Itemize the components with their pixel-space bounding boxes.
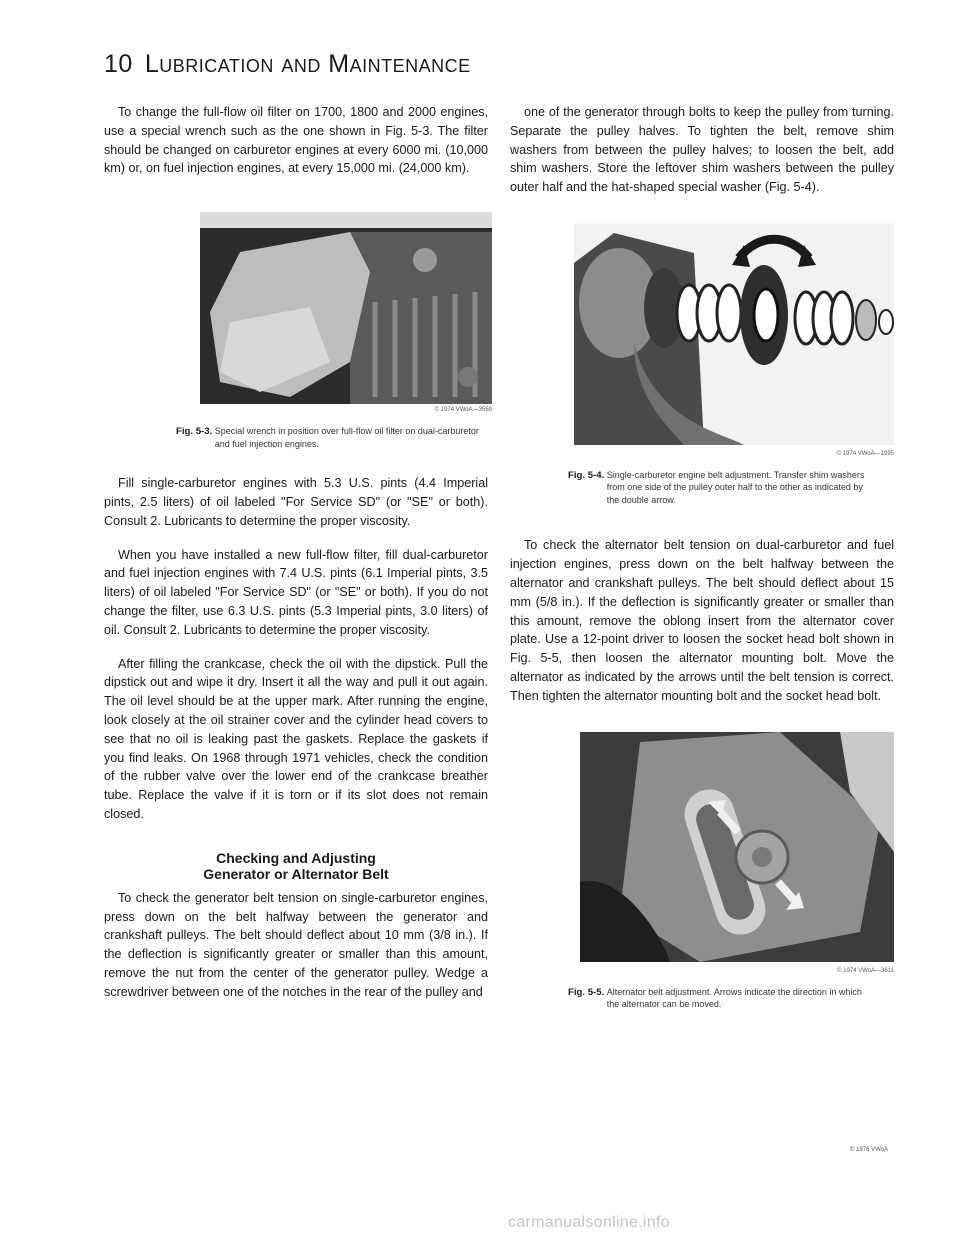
figure-5-4-caption xyxy=(568,469,894,507)
figure-5-3-caption xyxy=(176,425,492,450)
oil-filter-wrench-image xyxy=(200,212,492,404)
right-paragraph-1: one of the generator through bolts to keep the pulley from turning. Separate the pulley halves. To tighten the belt, remove shim washers from between the pulley halves; to loosen the belt, add shim washers. Store the leftover shim washers between the pulley outer half and the hat-shaped special washer (Fig. 5-4). xyxy=(510,105,894,195)
section-heading xyxy=(104,850,488,882)
figure-5-4-label: Fig. 5-4. xyxy=(568,469,605,481)
section-heading-line-1: Checking and Adjusting xyxy=(216,849,376,866)
left-paragraph-4: After filling the crankcase, check the oil with the dipstick. Pull the dipstick out and wipe it dry. Insert it all the way and pull it out again. The oil level should be at the upper mark. After running the engine, look closely at the oil strainer cover and the cylinder head covers to see that no oil is leaking past the gaskets. Replace the gaskets if you find leaks. On 1968 through 1971 vehicles, check the condition of the rubber valve over the lower end of the crankcase breather tube. Replace the valve if it is torn or if its slot does not remain closed. xyxy=(104,656,488,821)
figure-5-5-caption xyxy=(568,986,894,1011)
page-header xyxy=(104,50,471,79)
figure-5-3-label: Fig. 5-3. xyxy=(176,426,213,438)
figure-5-4-caption-text: Single-carburetor engine belt adjustment. Transfer shim washers from one side of the pulley outer half to the other as indicated by the double arrow. xyxy=(606,469,865,505)
figure-5-4-credit: © 1974 VWoA—1995 xyxy=(836,450,894,457)
figure-5-4 xyxy=(568,223,894,507)
oil-filter-wrench-photo xyxy=(200,212,492,404)
figure-5-5-caption-text: Alternator belt adjustment. Arrows indicate the direction in which the alternator can be moved. xyxy=(606,986,862,1010)
page-number: 10 xyxy=(104,50,133,78)
right-column xyxy=(510,103,894,1011)
section-heading-line-2: Generator or Alternator Belt xyxy=(203,865,389,882)
page-credit: © 1976 VWoA xyxy=(850,1147,888,1153)
figure-5-3 xyxy=(176,212,492,450)
alternator-adjustment-photo xyxy=(580,732,894,962)
right-paragraph-2: To check the alternator belt tension on dual-carburetor and fuel injection engines, press down on the belt halfway between the alternator and crankshaft pulleys. The belt should deflect about 15 mm (5/8 in.). If the deflection is significantly greater or smaller than this amount, remove the oblong insert from the alternator cover plate. Use a 12-point driver to loosen the socket head bolt shown in Fig. 5-5, then loosen the alternator mounting bolt. Move the alternator as indicated by the arrows until the belt tension is correct. Then tighten the alternator mounting bolt and the socket head bolt. xyxy=(510,538,894,703)
figure-5-5-credit: © 1974 VWoA—3611 xyxy=(837,967,894,974)
figure-5-3-credit: © 1974 VWoA—3559 xyxy=(434,407,492,414)
pulley-shim-photo xyxy=(574,223,894,445)
watermark: carmanualsonline.info xyxy=(508,1214,670,1231)
figure-5-3-caption-text: Special wrench in position over full-flow oil filter on dual-carburetor and fuel injection engines. xyxy=(214,426,479,449)
left-paragraph-2: Fill single-carburetor engines with 5.3 U.S. pints (4.4 Imperial pints, 2.5 liters) of oil labeled "For Service SD" (or "SE" or both). Consult 2. Lubricants to determine the proper viscosity. xyxy=(104,476,488,528)
figure-5-5-label: Fig. 5-5. xyxy=(568,986,605,998)
page-title: Lubrication and Maintenance xyxy=(144,50,471,78)
figure-5-5 xyxy=(568,732,894,1011)
left-paragraph-5: To check the generator belt tension on single-carburetor engines, press down on the belt halfway between the generator and crankshaft pulleys. The belt should deflect about 10 mm (3/8 in.). If the deflection is significantly greater or smaller than this amount, remove the nut from the center of the generator pulley. Wedge a screwdriver between one of the notches in the rear of the pulley and xyxy=(104,890,488,999)
left-column xyxy=(104,103,492,1017)
left-paragraph-3: When you have installed a new full-flow filter, fill dual-carburetor and fuel injection engines with 7.4 U.S. pints (6.1 Imperial pints, 3.5 liters) of oil labeled "For Service SD" (or "SE" or both). If you do not change the filter, use 6.3 U.S. pints (5.3 Imperial pints, 3.0 liters) of oil. Consult 2. Lubricants to determine the proper viscosity. xyxy=(104,547,488,637)
pulley-shim-image xyxy=(574,223,894,445)
left-paragraph-1: To change the full-flow oil filter on 1700, 1800 and 2000 engines, use a special wrench such as the one shown in Fig. 5-3. The filter should be changed on carburetor engines at every 6000 mi. (10,000 km) or, on fuel injection engines, at every 15,000 mi. (24,000 km). xyxy=(104,105,488,176)
alternator-adjustment-image xyxy=(580,732,894,962)
